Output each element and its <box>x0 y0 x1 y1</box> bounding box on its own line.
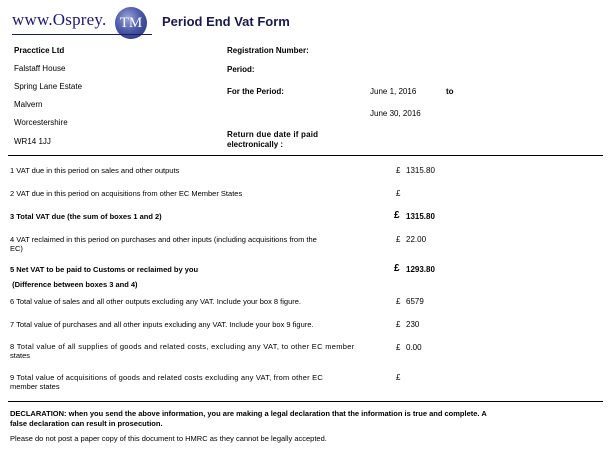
box-3-label: 3 Total VAT due (the sum of boxes 1 and 2) <box>10 212 162 221</box>
box-7-label: 7 Total value of purchases and all other inputs excluding any VAT. Include your box 9 figure. <box>10 320 314 329</box>
declaration-note: Please do not post a paper copy of this document to HMRC as they cannot be legally accepted. <box>10 434 327 443</box>
address-line-5: WR14 1JJ <box>14 137 51 146</box>
box-9-label-line-1: 9 Total value of acquisitions of goods and related costs excluding any VAT, from other EC <box>10 373 323 382</box>
return-due-label-line-1: Return due date if paid <box>227 130 319 139</box>
box-2-pound-sign: £ <box>396 189 401 198</box>
page-title: Period End Vat Form <box>162 14 290 29</box>
box-6-label: 6 Total value of sales and all other outputs excluding any VAT. Include your box 8 figure. <box>10 297 302 306</box>
company-name: Pracctice Ltd <box>14 46 65 55</box>
period-label: Period: <box>227 65 255 74</box>
bottom-divider <box>8 401 603 402</box>
box-1-value: 1315.80 <box>406 166 435 175</box>
box-8-label-line-2: states <box>10 351 31 360</box>
box-7-pound-sign: £ <box>396 320 401 329</box>
osprey-logo <box>12 6 152 40</box>
box-8-pound-sign: £ <box>396 343 401 352</box>
box-5-pound-sign: £ <box>394 263 400 274</box>
box-8-value: 0.00 <box>406 343 422 352</box>
box-5-label-line-1: 5 Net VAT to be paid to Customs or reclaimed by you <box>10 265 199 274</box>
logo-underline <box>12 34 152 35</box>
box-4-label-line-1: 4 VAT reclaimed in this period on purchases and other inputs (including acquisitions from the <box>10 235 317 244</box>
period-start-date: June 1, 2016 <box>370 87 417 96</box>
address-line-4: Worcestershire <box>14 118 68 127</box>
box-4-pound-sign: £ <box>396 235 401 244</box>
box-4-label-line-2: EC) <box>10 244 23 253</box>
period-end-date: June 30, 2016 <box>370 109 421 118</box>
address-line-2: Spring Lane Estate <box>14 82 83 91</box>
address-line-3: Malvern <box>14 100 43 109</box>
box-8-label-line-1: 8 Total value of all supplies of goods and related costs, excluding any VAT, to other EC member <box>10 342 355 351</box>
box-5-label-line-2: (Difference between boxes 3 and 4) <box>10 280 138 289</box>
box-3-pound-sign: £ <box>394 210 400 221</box>
box-9-label-line-2: member states <box>10 382 60 391</box>
box-6-pound-sign: £ <box>396 297 401 306</box>
box-6-value: 6579 <box>406 297 424 306</box>
box-7-value: 230 <box>406 320 420 329</box>
box-4-value: 22.00 <box>406 235 427 244</box>
address-line-1: Falstaff House <box>14 64 66 73</box>
declaration-line-2: false declaration can result in prosecution. <box>10 419 163 428</box>
declaration-line-1: DECLARATION: when you send the above information, you are making a legal declaration that the information is true and complete. A <box>10 409 487 418</box>
box-3-value: 1315.80 <box>406 212 435 221</box>
registration-number-label: Registration Number: <box>227 46 309 55</box>
box-1-label: 1 VAT due in this period on sales and other outputs <box>10 166 180 175</box>
box-9-pound-sign: £ <box>396 373 401 382</box>
box-5-value: 1293.80 <box>406 265 435 274</box>
return-due-label-line-2: electronically : <box>227 140 284 149</box>
logo-tm-badge: TM <box>115 7 147 39</box>
top-divider <box>8 155 603 156</box>
box-1-pound-sign: £ <box>396 166 401 175</box>
for-the-period-label: For the Period: <box>227 87 284 96</box>
logo-text: www.Osprey. <box>12 10 107 29</box>
box-2-label: 2 VAT due in this period on acquisitions from other EC Member States <box>10 189 243 198</box>
period-to-label: to <box>446 87 454 96</box>
